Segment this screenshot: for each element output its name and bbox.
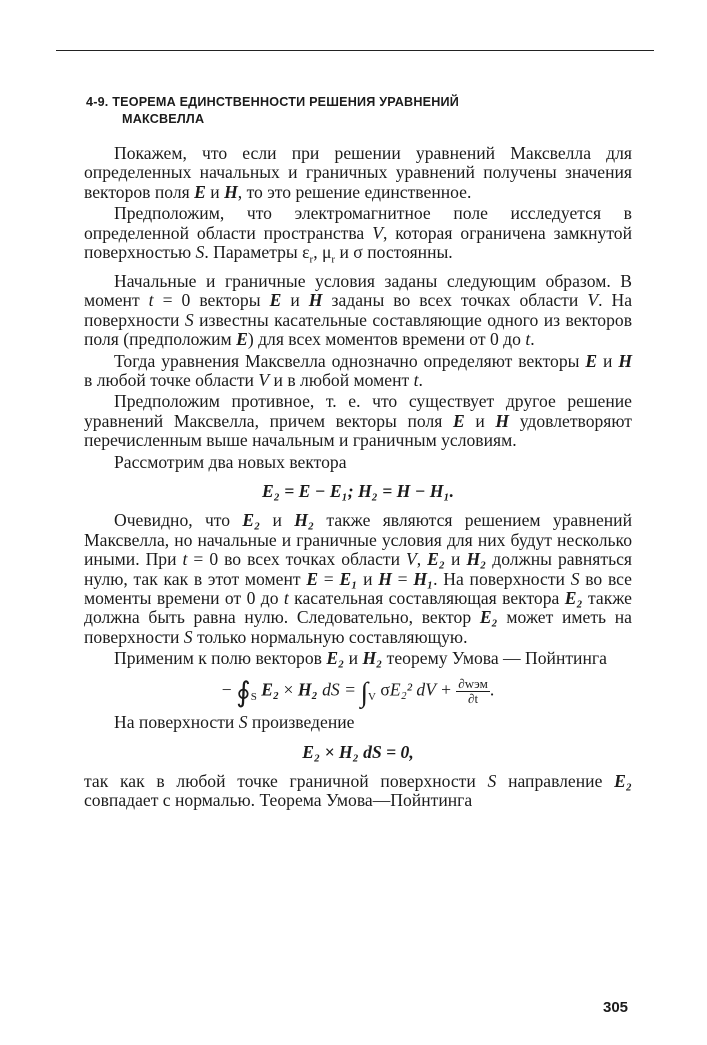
paragraph-2: Предположим, что электромагнитное поле исследуется в определенной области пространства V, которая ограничена замкнутой поверхностью S. Параметры $\varepsilon_r$, $\mu_r$ и σ постоянны. — [84, 203, 632, 266]
paragraph-1: Покажем, что если при решении уравнений Максвелла для определенных начальных и граничных уравнений получены значения векторов поля E и H, то это решение единственное. — [84, 143, 632, 202]
paragraph-5: Предположим противное, т. е. что существует другое решение уравнений Максвелла, причем векторы поля E и H удовлетворяют перечисленным выше начальным и граничным условиям. — [84, 391, 632, 451]
formula-umov-poynting: − $∮_S$ E₂ × H₂ dS = $\int_V$ σE₂² dV + $\frac{\text{∂wэм}}{\partial t}$ . — [221, 675, 495, 709]
section-heading — [86, 94, 646, 128]
paragraph-3: Начальные и граничные условия заданы следующим образом. В момент t = 0 векторы E и H заданы во всех точках области V. На поверхности S известны касательные составляющие одного из векторов поля (предположим E) для всех моментов времени от 0 до t. — [84, 270, 633, 350]
paragraph-9: На поверхности S произведение — [114, 712, 355, 733]
paragraph-6: Рассмотрим два новых вектора — [114, 451, 347, 472]
contour-integral-sign: ∮ — [236, 677, 251, 709]
page-number: 305 — [603, 999, 629, 1016]
paragraph-10: так как в любой точке граничной поверхности S направление E₂ совпадает с нормалью. Теорема Умова—Пойнтинга — [84, 771, 632, 811]
formula-new-vectors: E₂ = E − E₁; H₂ = H − H₁. — [261, 481, 454, 502]
energy-derivative-fraction: $\frac{\text{∂wэм}}{\partial t}$ — [458, 675, 488, 706]
top-rule — [56, 50, 654, 51]
paragraph-8: Применим к полю векторов E₂ и H₂ теорему Умова — Пойнтинга — [114, 648, 607, 669]
paragraph-7: Очевидно, что E₂ и H₂ также являются решением уравнений Максвелла, но начальные и граничные условия для них будут несколько иными. При t = 0 во всех точках области V, E₂ и H₂ должны равняться нулю, так как в этот момент E = E₁ и H = H₁. На поверхности S во все моменты времени от 0 до t касательная составляющая вектора E₂ также должна быть равна нулю. Следовательно, вектор E₂ может иметь на поверхности S только нормальную составляющую. — [84, 510, 633, 647]
paragraph-4: Тогда уравнения Максвелла однозначно определяют векторы E и H в любой точке области V и в любой момент t. — [84, 350, 632, 390]
heading-line-2: МАКСВЕЛЛА — [122, 112, 205, 126]
volume-integral-sign: ∫ — [360, 677, 369, 709]
heading-line-1: 4-9. ТЕОРЕМА ЕДИНСТВЕННОСТИ РЕШЕНИЯ УРАВНЕНИЙ — [86, 95, 460, 109]
page-body — [84, 144, 632, 813]
formula-surface-product: E₂ × H₂ dS = 0, — [302, 741, 414, 762]
